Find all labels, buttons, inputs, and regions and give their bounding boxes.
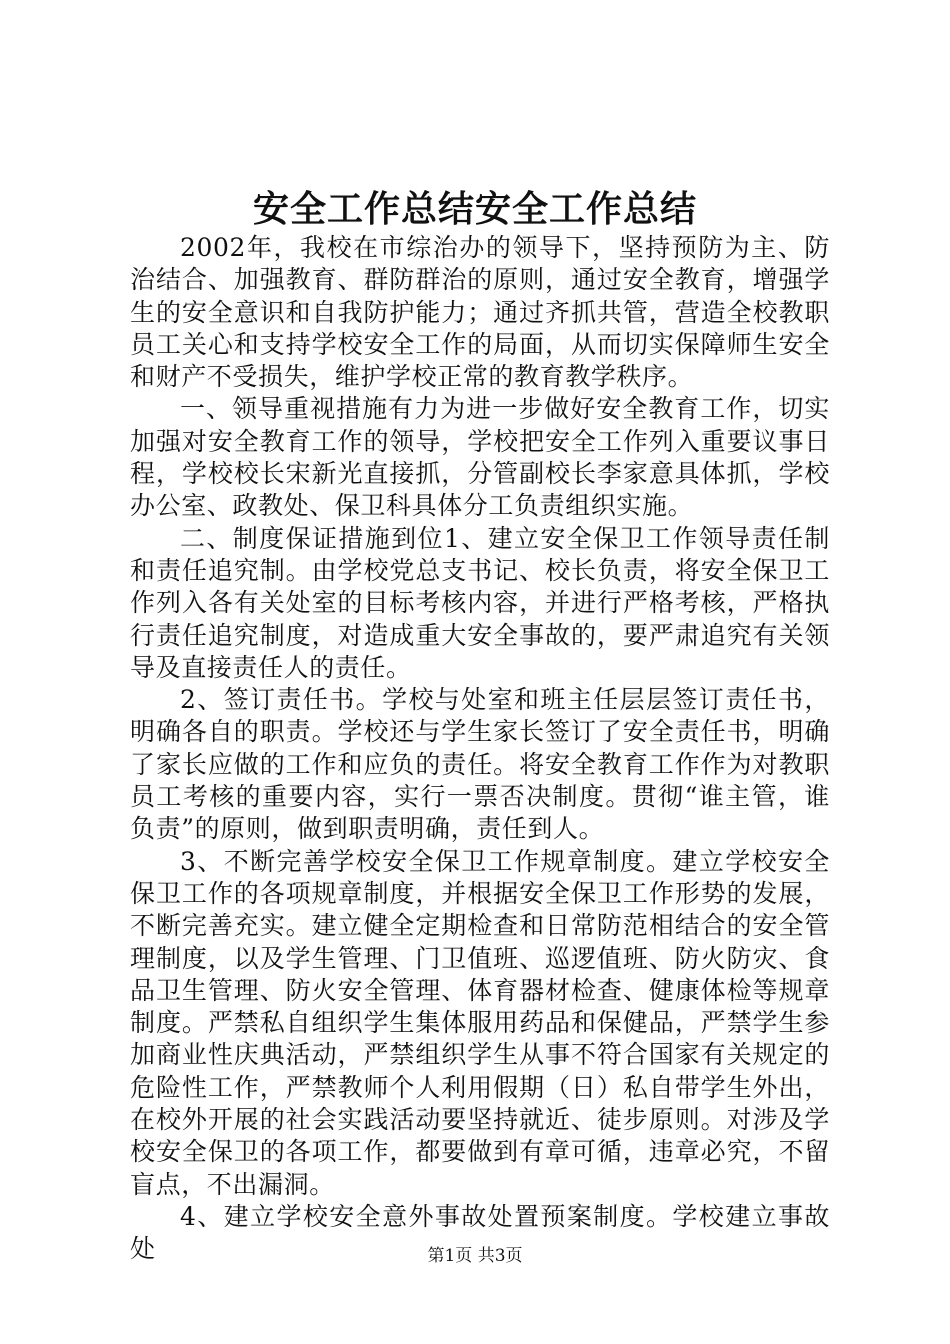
page-number: 第1页 共3页 xyxy=(427,1246,523,1266)
paragraph-emergency: 4、建立学校安全意外事故处置预案制度。学校建立事故处 xyxy=(130,1201,830,1264)
paragraph-responsibility: 2、签订责任书。学校与处室和班主任层层签订责任书，明确各自的职责。学校还与学生家长签订了安全责任书，明确了家长应做的工作和应负的责任。将安全教育工作作为对教职员工考核的重要内容，实行一票否决制度。贯彻“谁主管，谁负责”的原则，做到职责明确，责任到人。 xyxy=(130,685,830,844)
paragraph-intro: 2002年，我校在市综治办的领导下，坚持预防为主、防治结合、加强教育、群防群治的原则，通过安全教育，增强学生的安全意识和自我防护能力；通过齐抓共管，营造全校教职员工关心和支持学校安全工作的局面，从而切实保障师生安全和财产不受损失，维护学校正常的教育教学秩序。 xyxy=(130,233,830,392)
paragraph-system: 二、制度保证措施到位1、建立安全保卫工作领导责任制和责任追究制。由学校党总支书记、校长负责，将安全保卫工作列入各有关处室的目标考核内容，并进行严格考核，严格执行责任追究制度，对造成重大安全事故的，要严肃追究有关领导及直接责任人的责任。 xyxy=(130,523,830,682)
document-title: 安全工作总结安全工作总结 xyxy=(252,188,697,230)
paragraph-leadership: 一、领导重视措施有力为进一步做好安全教育工作，切实加强对安全教育工作的领导，学校把安全工作列入重要议事日程，学校校长宋新光直接抓，分管副校长李家意具体抓，学校办公室、政教处、保卫科具体分工负责组织实施。 xyxy=(130,394,830,521)
paragraph-regulations: 3、不断完善学校安全保卫工作规章制度。建立学校安全保卫工作的各项规章制度，并根据安全保卫工作形势的发展，不断完善充实。建立健全定期检查和日常防范相结合的安全管理制度，以及学生管理、门卫值班、巡逻值班、防火防灾、食品卫生管理、防火安全管理、体育器材检查、健康体检等规章制度。严禁私自组织学生集体服用药品和保健品，严禁学生参加商业性庆典活动，严禁组织学生从事不符合国家有关规定的危险性工作，严禁教师个人利用假期（日）私自带学生外出，在校外开展的社会实践活动要坚持就近、徒步原则。对涉及学校安全保卫的各项工作，都要做到有章可循，违章必究，不留盲点，不出漏洞。 xyxy=(130,846,830,1199)
document-body xyxy=(130,232,830,1266)
